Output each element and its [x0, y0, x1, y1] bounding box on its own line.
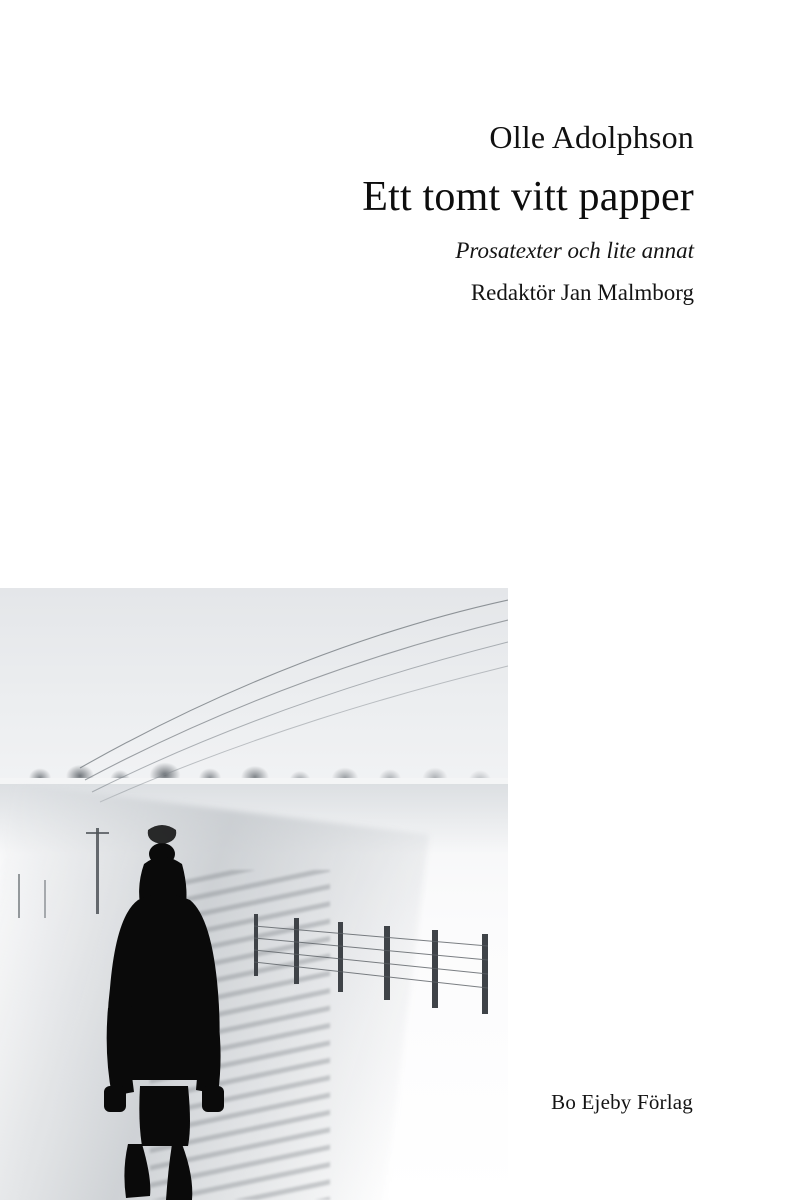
fence-icon: [250, 906, 508, 1016]
title-block: [134, 118, 694, 307]
book-subtitle: Prosatexter och lite annat: [455, 238, 694, 264]
book-title: Ett tomt vitt papper: [362, 174, 694, 221]
cover-photograph: [0, 588, 508, 1200]
editor-credit: Redaktör Jan Malmborg: [470, 280, 694, 306]
author-name: Olle Adolphson: [489, 119, 694, 155]
walking-person-figure: [78, 818, 253, 1200]
publisher-name: Bo Ejeby Förlag: [551, 1090, 693, 1114]
